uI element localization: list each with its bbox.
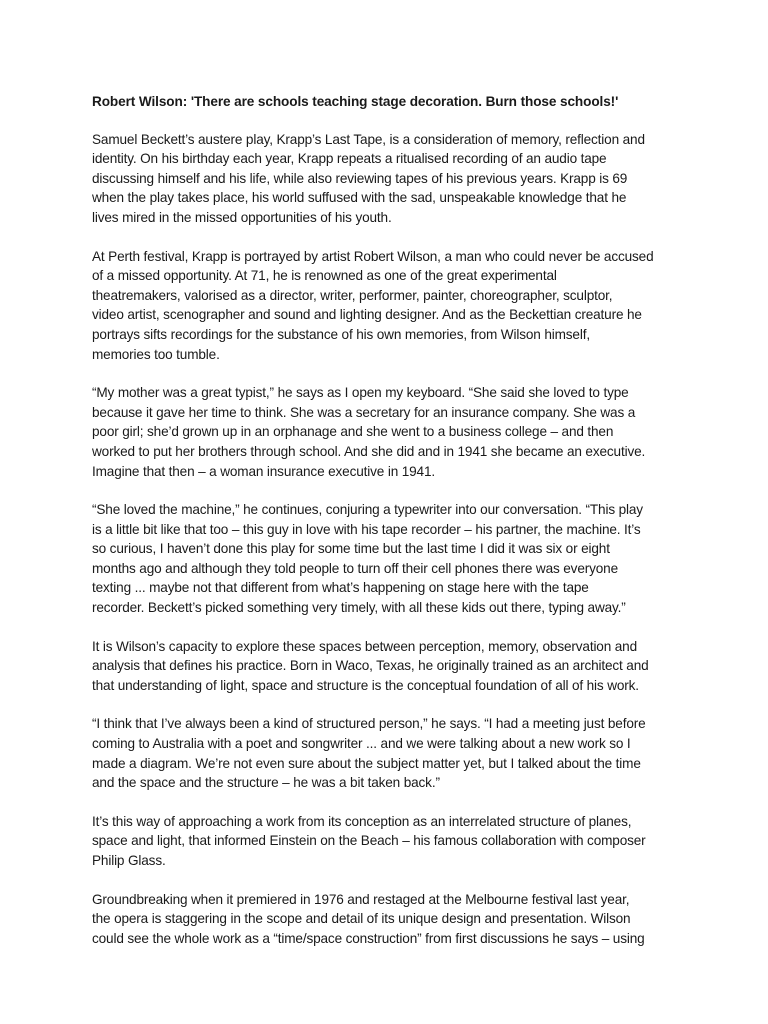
text-line: Philip Glass. bbox=[92, 853, 166, 868]
text-line: because it gave her time to think. She was a secretary for an insurance company. She was a bbox=[92, 404, 636, 420]
document-body bbox=[92, 130, 682, 949]
text-line: coming to Australia with a poet and songwriter ... and we were talking about a new work so I bbox=[92, 736, 631, 752]
body-paragraph bbox=[92, 890, 682, 949]
body-paragraph bbox=[92, 130, 682, 228]
text-line: It is Wilson’s capacity to explore these spaces between perception, memory, observation and bbox=[92, 638, 637, 654]
text-line: lives mired in the missed opportunities of his youth. bbox=[92, 209, 392, 225]
text-line: of a missed opportunity. At 71, he is renowned as one of the great experimental bbox=[92, 268, 557, 284]
text-line: analysis that defines his practice. Born in Waco, Texas, he originally trained as an architect and bbox=[92, 658, 649, 674]
text-line: At Perth festival, Krapp is portrayed by artist Robert Wilson, a man who could never be accused bbox=[92, 248, 654, 264]
text-line: Imagine that then – a woman insurance executive in 1941. bbox=[92, 463, 435, 479]
text-line: made a diagram. We’re not even sure about the subject matter yet, but I talked about the time bbox=[92, 755, 641, 771]
text-line: space and light, that informed Einstein on the Beach – his famous collaboration with composer bbox=[92, 833, 646, 849]
text-line: Groundbreaking when it premiered in 1976 and restaged at the Melbourne festival last year, bbox=[92, 891, 630, 907]
body-paragraph bbox=[92, 637, 682, 696]
text-line: discussing himself and his life, while also reviewing tapes of his previous years. Krapp is 69 bbox=[92, 170, 628, 186]
text-line: texting ... maybe not that different from what’s happening on stage here with the tape bbox=[92, 580, 589, 596]
text-line: memories too tumble. bbox=[92, 346, 220, 362]
text-line: months ago and although they told people to turn off their cell phones there was everyone bbox=[92, 560, 618, 576]
text-line: and the space and the structure – he was a bit taken back.” bbox=[92, 775, 440, 791]
text-line: “She loved the machine,” he continues, conjuring a typewriter into our conversation. “This play bbox=[92, 502, 643, 518]
text-line: “I think that I’ve always been a kind of structured person,” he says. “I had a meeting just before bbox=[92, 716, 646, 732]
text-line: could see the whole work as a “time/space construction” from first discussions he says – using bbox=[92, 930, 645, 946]
body-paragraph bbox=[92, 812, 682, 871]
document-page bbox=[92, 92, 682, 967]
text-line: that understanding of light, space and structure is the conceptual foundation of all of his work. bbox=[92, 677, 639, 693]
text-line: the opera is staggering in the scope and detail of its unique design and presentation. Wilson bbox=[92, 911, 631, 927]
body-paragraph bbox=[92, 383, 682, 481]
text-line: identity. On his birthday each year, Krapp repeats a ritualised recording of an audio tape bbox=[92, 151, 607, 167]
body-paragraph bbox=[92, 714, 682, 792]
text-line: It’s this way of approaching a work from its conception as an interrelated structure of planes, bbox=[92, 813, 632, 829]
document-title: Robert Wilson: 'There are schools teaching stage decoration. Burn those schools!' bbox=[92, 94, 619, 109]
text-line: recorder. Beckett’s picked something very timely, with all these kids out there, typing away.” bbox=[92, 600, 626, 616]
text-line: “My mother was a great typist,” he says as I open my keyboard. “She said she loved to type bbox=[92, 385, 629, 401]
body-paragraph bbox=[92, 500, 682, 618]
text-line: worked to put her brothers through school. And she did and in 1941 she became an executive. bbox=[92, 443, 646, 459]
text-line: Samuel Beckett’s austere play, Krapp’s Last Tape, is a consideration of memory, reflection and bbox=[92, 131, 645, 147]
text-line: so curious, I haven’t done this play for some time but the last time I did it was six or eight bbox=[92, 541, 610, 557]
text-line: video artist, scenographer and sound and lighting designer. And as the Beckettian creature he bbox=[92, 307, 642, 323]
text-line: when the play takes place, his world suffused with the sad, unspeakable knowledge that he bbox=[92, 190, 627, 206]
body-paragraph bbox=[92, 247, 682, 365]
text-line: poor girl; she’d grown up in an orphanage and she went to a business college – and then bbox=[92, 424, 614, 440]
text-line: is a little bit like that too – this guy in love with his tape recorder – his partner, the machine. It’s bbox=[92, 521, 641, 537]
text-line: theatremakers, valorised as a director, writer, performer, painter, choreographer, sculptor, bbox=[92, 287, 613, 303]
text-line: portrays sifts recordings for the substance of his own memories, from Wilson himself, bbox=[92, 326, 590, 342]
